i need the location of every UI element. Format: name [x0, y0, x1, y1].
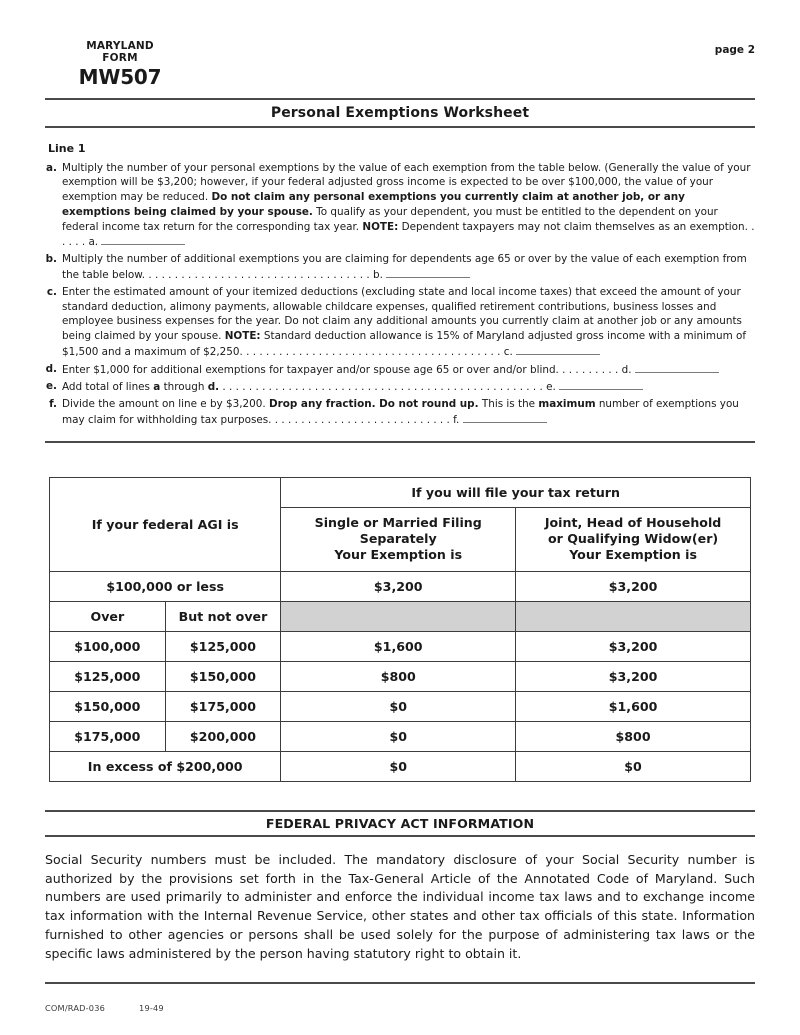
privacy-title: FEDERAL PRIVACY ACT INFORMATION: [265, 815, 535, 831]
item-body: [62, 161, 755, 251]
row-single-value: $0: [281, 721, 516, 751]
form-identifier: [60, 40, 180, 89]
answer-blank-f[interactable]: [463, 412, 547, 423]
item-body: [62, 252, 755, 283]
table-row: [50, 631, 751, 661]
footer-revision: 19-49: [139, 1003, 164, 1013]
dot-leader: . . . . . . . . . . . . . . . . . . . . . . . . . . . . . . . . . .: [145, 268, 373, 281]
subheader-over: Over: [50, 601, 166, 631]
header-agi: If your federal AGI is: [50, 477, 281, 571]
item-text: Enter the estimated amount of your itemized deductions (excluding state and local income taxes) that exceed the amount of your standard deduction, alimony payments, allowable childcare expenses, qualified retirement contributions, business losses and employee business expenses for the year. Do not claim any additional amounts you currently claim at another job or any amounts being claimed by your spouse. NOTE: Standard deduction allowance is 15% of Maryland adjusted gross income with a minimum of $1,500 and a maximum of $2,250. . . . . . . . . . . . . . . . . . . . . . . . . . . . . . . . . . . . . . . . c.: [62, 285, 747, 358]
row-joint-value: $0: [516, 751, 751, 781]
item-body: [62, 397, 755, 428]
footer-form-code: COM/RAD-036: [45, 1003, 106, 1013]
item-body: [62, 379, 755, 395]
item-text: Add total of lines a through d. . . . . . . . . . . . . . . . . . . . . . . . . . . . . . . . . . . . . . . . . . . . . . . . . . e.: [62, 379, 755, 395]
row-joint-value: $3,200: [516, 571, 751, 601]
worksheet-item-a: [45, 161, 755, 251]
dot-leader: . . . . . . . . . . . . . . . . . . . . . . . . . . .: [271, 413, 454, 426]
dot-leader: . . . . .: [62, 220, 755, 249]
row-but-not-over: $175,000: [165, 691, 281, 721]
row-single-value: $3,200: [281, 571, 516, 601]
worksheet-items: [45, 161, 755, 428]
item-reference: b.: [372, 268, 387, 281]
shaded-cell-single: [281, 601, 516, 631]
row-single-value: $0: [281, 691, 516, 721]
header-single-line2: Your Exemption is: [334, 547, 463, 563]
table-row: [50, 691, 751, 721]
answer-blank-e[interactable]: [559, 379, 643, 390]
item-letter: e.: [46, 380, 57, 393]
header-joint-line1: Joint, Head of Household: [544, 514, 722, 530]
dot-leader: . . . . . . . . . . . . . . . . . . . . . . . . . . . . . . . . . . . . . . .: [242, 345, 504, 358]
closing-rule: [45, 982, 755, 984]
form-word: FORM: [102, 52, 138, 65]
form-header: [45, 0, 755, 98]
row-range-or-less: $100,000 or less: [50, 571, 281, 601]
worksheet-item-c: [45, 285, 755, 360]
item-letter: c.: [46, 285, 57, 298]
table-row: [50, 721, 751, 751]
privacy-rule-bottom: [45, 835, 755, 837]
privacy-body: Social Security numbers must be included. The mandatory disclosure of your Social Security number is authorized by the provisions set forth in the Tax-General Article of the Annotated Code of Maryland. Such numbers are used primarily to administer and enforce the individual income tax laws and to exchange income tax information with the Internal Revenue Service, other states and other tax officials of this state. Information furnished to other agencies or persons shall be used solely for the purpose of administering tax laws or the specific laws administered by the person having statutory right to obtain it.: [45, 851, 755, 962]
row-joint-value: $1,600: [516, 691, 751, 721]
row-range-in-excess: In excess of $200,000: [50, 751, 281, 781]
line-1-heading: Line 1: [48, 142, 86, 155]
exemption-table: [49, 477, 751, 782]
item-text: Divide the amount on line e by $3,200. Drop any fraction. Do not round up. This is the maximum number of exemptions you may claim for withholding tax purposes. . . . . . . . . . . . . . . . . . . . . . . . . . . . f.: [62, 398, 739, 426]
shaded-cell-joint: [516, 601, 751, 631]
answer-blank-c[interactable]: [516, 344, 600, 355]
exemption-table-wrap: [45, 477, 755, 782]
worksheet-bottom-rule: [45, 441, 755, 443]
header-joint-line3: Your Exemption is: [569, 547, 697, 563]
table-header-row-1: [50, 477, 751, 507]
item-letter: a.: [46, 161, 57, 174]
row-but-not-over: $150,000: [165, 661, 281, 691]
answer-blank-d[interactable]: [635, 362, 719, 373]
item-letter: b.: [45, 253, 57, 266]
item-text: Multiply the number of additional exemptions you are claiming for dependents age 65 or over by the value of each exemption from the table below. . . . . . . . . . . . . . . . . . . . . . . . . . . . . . . . . . . b.: [62, 253, 747, 281]
personal-exemptions-worksheet: [45, 128, 755, 428]
answer-blank-b[interactable]: [386, 267, 470, 278]
item-text: Enter $1,000 for additional exemptions for taxpayer and/or spouse age 65 or over and/or blind. . . . . . . . . . d.: [62, 362, 755, 378]
worksheet-item-f: [45, 397, 755, 428]
answer-blank-a[interactable]: [101, 234, 185, 245]
item-letter: f.: [49, 398, 57, 411]
row-single-value: $0: [281, 751, 516, 781]
header-single-column: [281, 507, 516, 571]
dot-leader: . . . . . . . . . . . . . . . . . . . . . . . . . . . . . . . . . . . . . . . . . . . . . . . . .: [219, 381, 547, 394]
row-joint-value: $3,200: [516, 631, 751, 661]
row-over: $175,000: [50, 721, 166, 751]
header-single-line1: Single or Married Filing Separately: [314, 514, 482, 546]
table-row: [50, 751, 751, 781]
row-over: $125,000: [50, 661, 166, 691]
row-joint-value: $800: [516, 721, 751, 751]
form-number: MW507: [78, 64, 162, 89]
item-letter: d.: [45, 362, 57, 375]
subheader-but-not-over: But not over: [165, 601, 281, 631]
page-number: page 2: [714, 44, 755, 56]
row-but-not-over: $200,000: [165, 721, 281, 751]
federal-privacy-section: [45, 810, 755, 964]
header-joint-column: [516, 507, 751, 571]
header-file-return: If you will file your tax return: [281, 477, 751, 507]
row-over: $150,000: [50, 691, 166, 721]
worksheet-item-d: [45, 362, 755, 378]
table-row: [50, 571, 751, 601]
dot-leader: . . . . . . . . .: [558, 363, 622, 376]
worksheet-item-e: [45, 379, 755, 395]
row-but-not-over: $125,000: [165, 631, 281, 661]
item-reference: c.: [503, 345, 517, 358]
worksheet-item-b: [45, 252, 755, 283]
item-reference: a.: [88, 236, 102, 249]
table-row: [50, 661, 751, 691]
item-body: [62, 285, 755, 360]
item-reference: f.: [453, 413, 463, 426]
item-reference: d.: [621, 363, 635, 376]
page-title: Personal Exemptions Worksheet: [270, 105, 530, 121]
item-body: [62, 362, 755, 378]
row-single-value: $1,600: [281, 631, 516, 661]
row-over: $100,000: [50, 631, 166, 661]
table-subheader-row: [50, 601, 751, 631]
form-footer: [45, 1003, 164, 1013]
state-name: MARYLAND: [86, 40, 154, 52]
row-joint-value: $3,200: [516, 661, 751, 691]
item-reference: e.: [546, 381, 560, 394]
item-text: Multiply the number of your personal exemptions by the value of each exemption from the table below. (Generally the value of your exemption will be $3,200; however, if your federal adjusted gross income is expected to be over $100,000, the value of your exemption may be reduced. Do not claim any personal exemptions you currently claim at another job, or any exemptions being claimed by your spouse. To qualify as your dependent, you must be entitled to the dependent on your federal income tax return for the corresponding tax year. NOTE: Dependent taxpayers may not claim themselves as an exemption. . . . . . a.: [62, 161, 755, 249]
header-joint-line2: or Qualifying Widow(er): [547, 530, 719, 546]
row-single-value: $800: [281, 661, 516, 691]
